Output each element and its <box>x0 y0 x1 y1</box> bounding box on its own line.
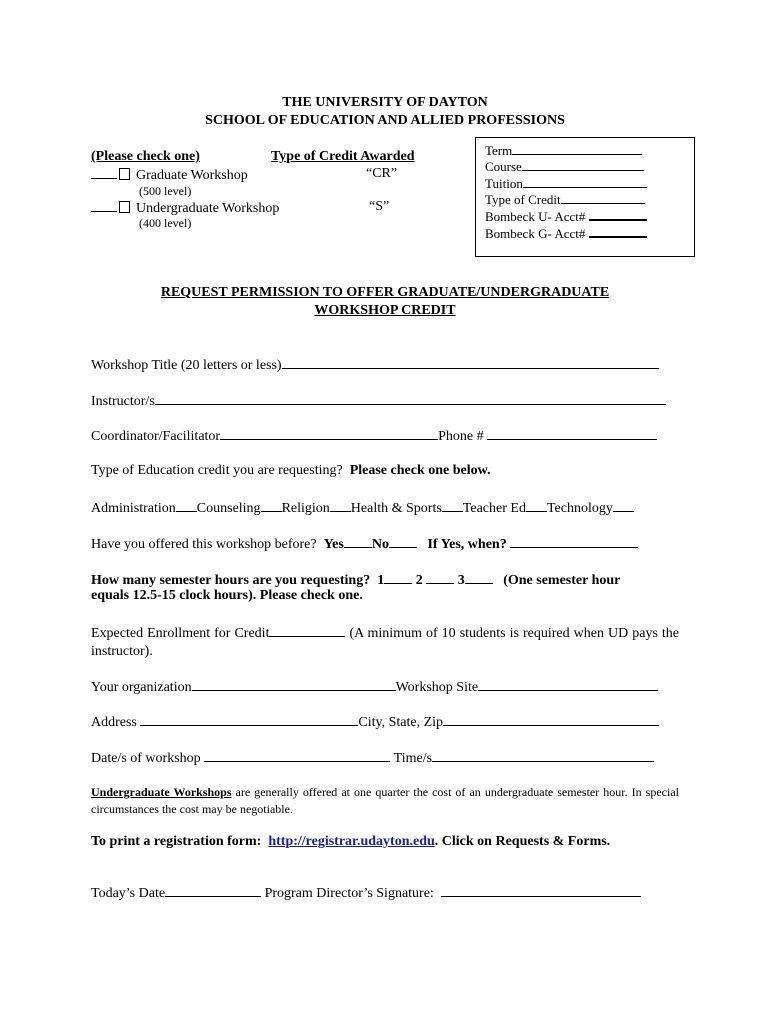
form-title-line1: REQUEST PERMISSION TO OFFER GRADUATE/UNDERGRADUATE <box>160 285 610 300</box>
undergraduate-check-blank[interactable] <box>91 199 117 212</box>
graduate-option-label: Graduate Workshop <box>136 168 248 183</box>
bombeck-g-field[interactable] <box>589 224 647 238</box>
hours-row <box>91 571 620 589</box>
graduate-check-blank[interactable] <box>91 166 117 179</box>
form-title-line2: WORKSHOP CREDIT <box>314 303 456 318</box>
signature-field[interactable] <box>441 884 641 897</box>
hours-2-check[interactable] <box>426 571 454 584</box>
enrollment-note: (A minimum of 10 students is required when UD pays the instructor). <box>91 626 680 659</box>
category-administration: Administration <box>91 501 176 516</box>
coordinator-row <box>91 427 657 445</box>
site-label: Workshop Site <box>395 680 479 695</box>
city-label: City, State, Zip <box>358 715 444 730</box>
enrollment-row <box>91 624 679 661</box>
university-name: THE UNIVERSITY OF DAYTON <box>282 95 488 110</box>
undergraduate-level: (400 level) <box>139 216 192 230</box>
office-use-box <box>475 137 695 257</box>
organization-row <box>91 678 658 696</box>
credit-type-row <box>91 463 490 479</box>
registrar-link[interactable]: http://registrar.udayton.edu <box>268 834 435 849</box>
instructors-label: Instructor/s <box>91 394 155 409</box>
todays-date-field[interactable] <box>165 884 261 897</box>
hours-1-label: 1 <box>377 573 385 588</box>
credit-type-heading: Type of Credit Awarded <box>271 149 415 164</box>
teacher-ed-check[interactable] <box>526 499 547 512</box>
registration-row <box>91 834 610 850</box>
todays-date-label: Today’s Date <box>91 886 166 901</box>
hours-note-line2: equals 12.5-15 clock hours). Please check one. <box>91 588 363 603</box>
enrollment-label: Expected Enrollment for Credit <box>91 626 270 641</box>
hours-question: How many semester hours are you requesting? <box>91 573 371 588</box>
health-sports-check[interactable] <box>442 499 463 512</box>
bombeck-g-label: Bombeck G- Acct# <box>485 226 586 241</box>
registration-prefix: To print a registration form: <box>91 834 262 849</box>
phone-field[interactable] <box>487 427 657 440</box>
bombeck-u-field[interactable] <box>589 207 647 221</box>
site-field[interactable] <box>478 678 658 691</box>
dates-row <box>91 749 654 767</box>
dates-field[interactable] <box>204 749 390 762</box>
undergraduate-credit-code: “S” <box>369 199 390 214</box>
workshop-title-row <box>91 356 659 374</box>
city-field[interactable] <box>443 713 659 726</box>
undergraduate-option[interactable] <box>91 199 279 217</box>
type-of-credit-field[interactable] <box>561 191 645 204</box>
yes-label: Yes <box>323 537 344 552</box>
phone-label: Phone # <box>438 429 484 444</box>
category-row <box>91 499 634 517</box>
cost-note-lead: Undergraduate Workshops <box>91 785 232 799</box>
coordinator-field[interactable] <box>220 427 438 440</box>
counseling-check[interactable] <box>261 499 282 512</box>
workshop-title-label: Workshop Title (20 letters or less) <box>91 358 282 373</box>
check-one-heading: (Please check one) <box>91 149 200 164</box>
category-technology: Technology <box>546 501 613 516</box>
enrollment-field[interactable] <box>269 624 345 637</box>
course-field[interactable] <box>522 158 644 171</box>
instructors-field[interactable] <box>155 392 666 405</box>
category-health-sports: Health & Sports <box>350 501 442 516</box>
time-field[interactable] <box>432 749 654 762</box>
school-name: SCHOOL OF EDUCATION AND ALLIED PROFESSIONS <box>205 113 565 128</box>
organization-label: Your organization <box>91 680 192 695</box>
category-counseling: Counseling <box>196 501 261 516</box>
coordinator-label: Coordinator/Facilitator <box>91 429 221 444</box>
hours-1-check[interactable] <box>384 571 412 584</box>
address-label: Address <box>91 715 137 730</box>
signature-label: Program Director’s Signature: <box>264 886 434 901</box>
checkbox-icon[interactable] <box>119 168 130 180</box>
tuition-field[interactable] <box>523 175 647 188</box>
address-row <box>91 713 659 731</box>
technology-check[interactable] <box>613 499 634 512</box>
registration-suffix: . Click on Requests & Forms. <box>434 834 611 849</box>
offered-before-row <box>91 535 638 553</box>
course-label: Course <box>485 159 522 174</box>
graduate-option[interactable] <box>91 166 248 184</box>
no-check[interactable] <box>389 535 417 548</box>
offered-before-question: Have you offered this workshop before? <box>91 537 317 552</box>
category-religion: Religion <box>281 501 330 516</box>
hours-3-check[interactable] <box>465 571 493 584</box>
graduate-credit-code: “CR” <box>366 166 398 181</box>
type-of-credit-label: Type of Credit <box>485 192 561 207</box>
yes-check[interactable] <box>344 535 372 548</box>
footer-row <box>91 884 641 902</box>
tuition-label: Tuition <box>485 176 523 191</box>
organization-field[interactable] <box>192 678 396 691</box>
hours-note: (One semester hour <box>503 573 621 588</box>
instructors-row <box>91 392 666 410</box>
cost-note <box>91 784 679 818</box>
workshop-title-field[interactable] <box>282 356 659 369</box>
if-yes-field[interactable] <box>510 535 638 548</box>
hours-3-label: 3 <box>457 573 465 588</box>
administration-check[interactable] <box>176 499 197 512</box>
bombeck-u-label: Bombeck U- Acct# <box>485 209 586 224</box>
hours-2-label: 2 <box>415 573 423 588</box>
category-teacher-ed: Teacher Ed <box>462 501 526 516</box>
credit-type-instruction: Please check one below. <box>349 463 491 478</box>
address-field[interactable] <box>140 713 358 726</box>
religion-check[interactable] <box>330 499 351 512</box>
time-label: Time/s <box>393 751 433 766</box>
term-label: Term <box>485 143 513 158</box>
dates-label: Date/s of workshop <box>91 751 201 766</box>
credit-type-question: Type of Education credit you are requesting? <box>91 463 343 478</box>
graduate-level: (500 level) <box>139 184 192 198</box>
checkbox-icon[interactable] <box>119 201 130 213</box>
cost-note-text: are generally offered at one quarter the cost of an undergraduate semester hour. In special circumstances the cost may be negotiable. <box>91 785 679 816</box>
if-yes-label: If Yes, when? <box>427 537 507 552</box>
undergraduate-option-label: Undergraduate Workshop <box>136 201 280 216</box>
term-field[interactable] <box>512 142 642 155</box>
no-label: No <box>371 537 389 552</box>
